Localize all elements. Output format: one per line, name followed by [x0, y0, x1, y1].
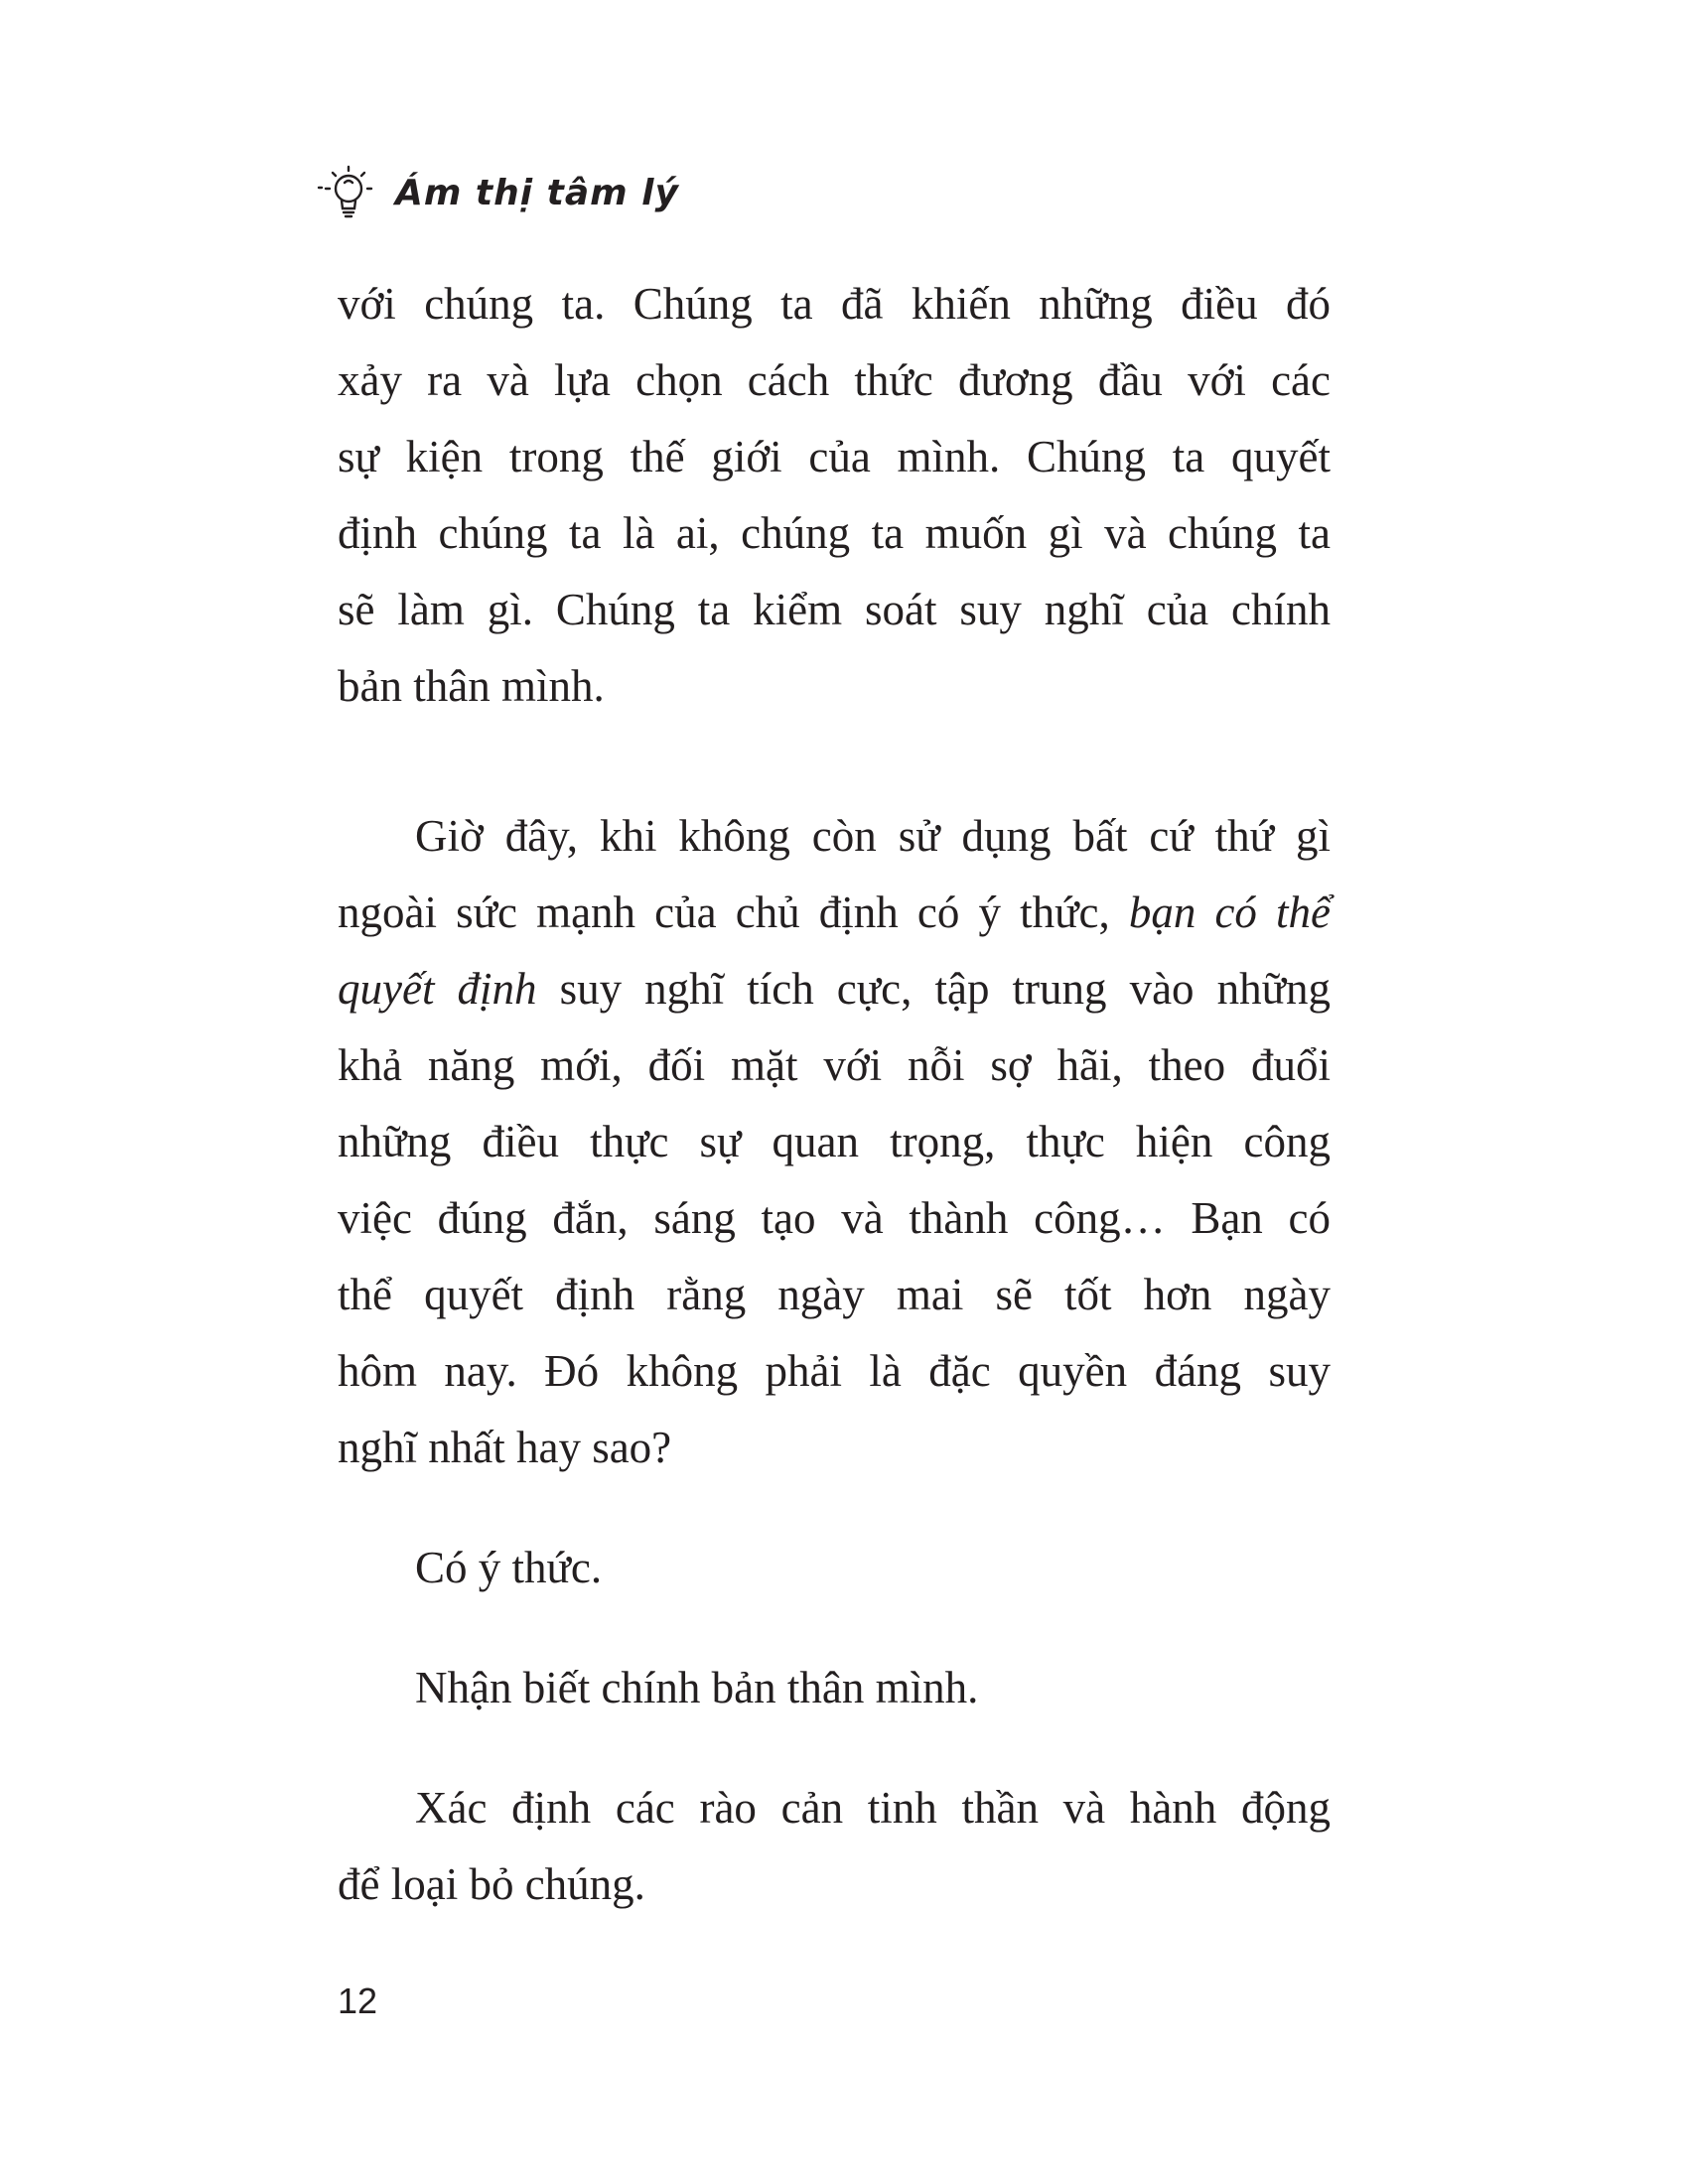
text-line: định chúng ta là ai, chúng ta muốn gì và chúng ta: [338, 508, 1331, 558]
text-run: ngoài sức mạnh của chủ định có ý thức,: [338, 887, 1129, 937]
lightbulb-icon: [316, 162, 377, 223]
body-text: [338, 266, 1331, 1923]
text-line: [338, 875, 1331, 951]
paragraph: [338, 1530, 1331, 1606]
text-run: suy nghĩ tích cực, tập trung vào những: [536, 964, 1332, 1014]
text-line: việc đúng đắn, sáng tạo và thành công… Bạn có: [338, 1193, 1331, 1243]
text-line: với chúng ta. Chúng ta đã khiến những điều đó: [338, 279, 1331, 329]
paragraph: [338, 798, 1331, 1486]
text-line: xảy ra và lựa chọn cách thức đương đầu với các: [338, 355, 1331, 405]
text-line: sẽ làm gì. Chúng ta kiểm soát suy nghĩ của chính: [338, 585, 1331, 634]
text-line: Có ý thức.: [415, 1543, 603, 1592]
text-line: sự kiện trong thế giới của mình. Chúng ta quyết: [338, 432, 1331, 481]
text-line: bản thân mình.: [338, 661, 605, 711]
paragraph: [338, 1650, 1331, 1726]
running-header: [316, 161, 679, 224]
text-line: Nhận biết chính bản thân mình.: [415, 1663, 979, 1712]
emphasis-text: bạn có thể: [1128, 887, 1331, 937]
emphasis-text: quyết định: [338, 964, 537, 1014]
text-line: để loại bỏ chúng.: [338, 1859, 645, 1909]
text-line: [338, 951, 1331, 1027]
text-line: Xác định các rào cản tinh thần và hành động: [415, 1783, 1331, 1833]
text-line: nghĩ nhất hay sao?: [338, 1423, 672, 1472]
text-line: khả năng mới, đối mặt với nỗi sợ hãi, theo đuổi: [338, 1040, 1331, 1090]
text-line: Giờ đây, khi không còn sử dụng bất cứ thứ gì: [415, 811, 1331, 861]
page-number: 12: [338, 1980, 378, 2021]
text-line: hôm nay. Đó không phải là đặc quyền đáng suy: [338, 1346, 1331, 1396]
paragraph: [338, 266, 1331, 725]
text-line: những điều thực sự quan trọng, thực hiện công: [338, 1117, 1331, 1166]
text-line: thể quyết định rằng ngày mai sẽ tốt hơn ngày: [338, 1270, 1331, 1319]
paragraph: [338, 1770, 1331, 1923]
header-title: Ám thị tâm lý: [395, 172, 679, 213]
